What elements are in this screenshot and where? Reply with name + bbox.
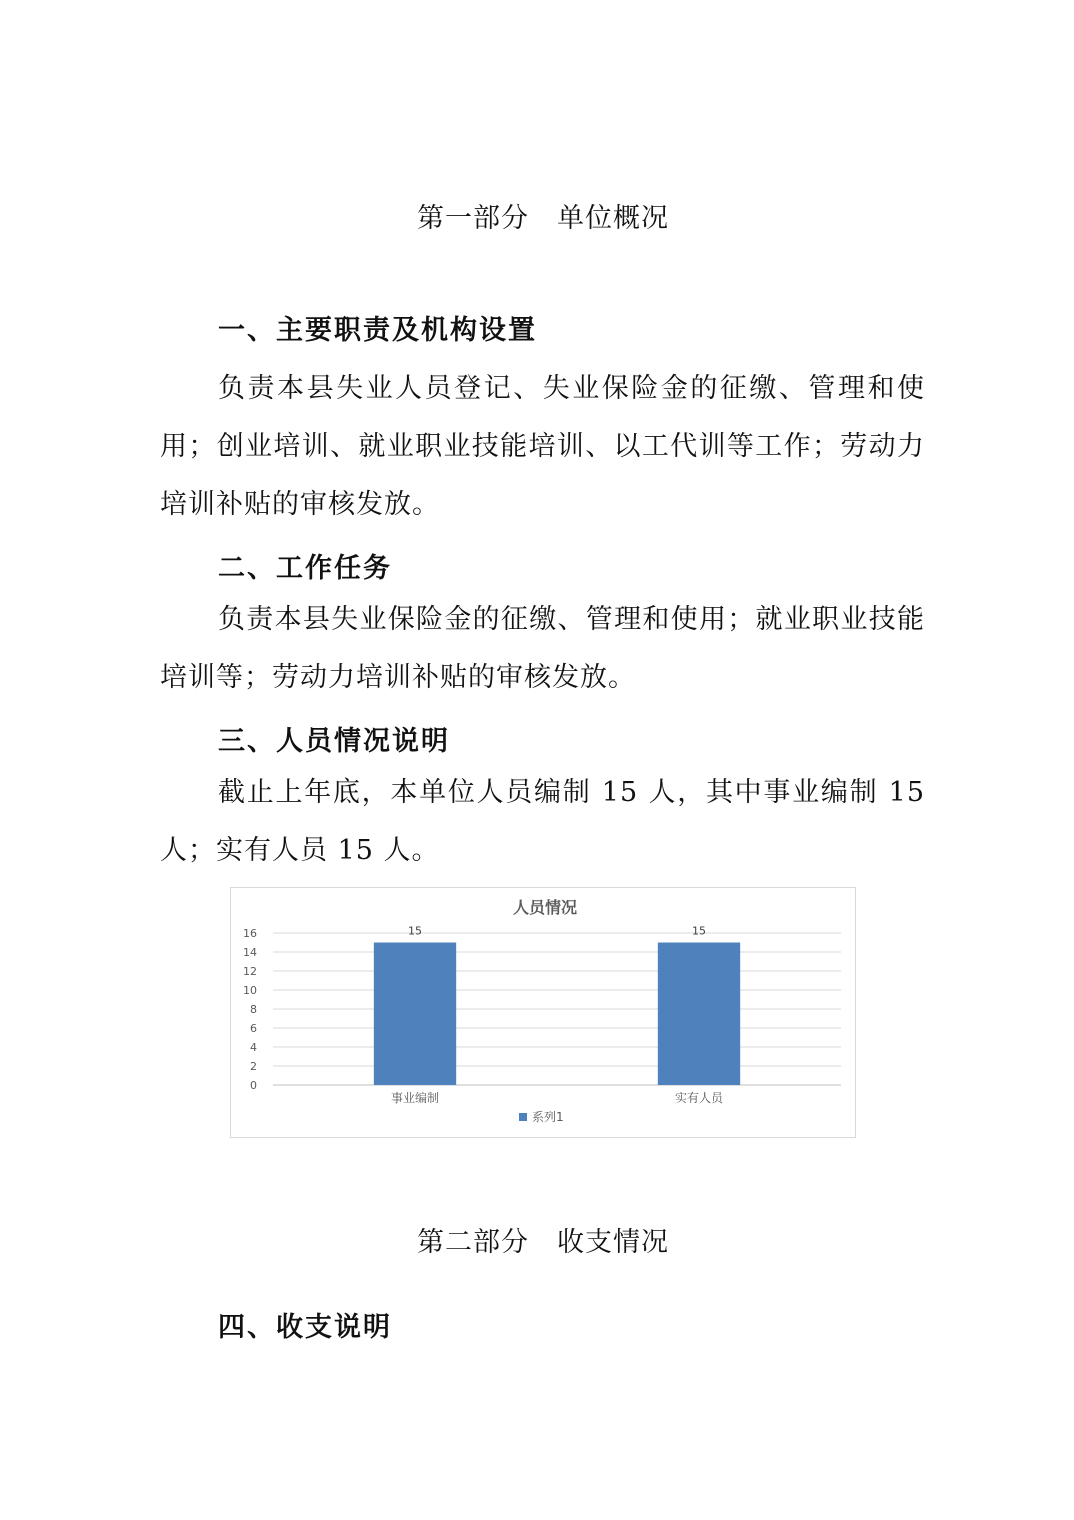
y-tick-label: 0 xyxy=(250,1079,257,1092)
y-tick-label: 10 xyxy=(243,984,257,997)
section2-body: 负责本县失业保险金的征缴、管理和使用；就业职业技能培训等；劳动力培训补贴的审核发放。 xyxy=(160,604,925,693)
chart-bars xyxy=(374,943,740,1086)
personnel-chart-svg xyxy=(231,888,855,1137)
section2-heading: 二、工作任务 xyxy=(218,553,392,584)
y-tick-label: 12 xyxy=(243,965,257,978)
y-tick-label: 4 xyxy=(250,1041,257,1054)
bar-data-label: 15 xyxy=(692,924,706,938)
bar xyxy=(374,943,456,1086)
x-tick-label: 事业编制 xyxy=(390,1091,440,1105)
part2-title: 第二部分 收支情况 xyxy=(417,1227,669,1258)
section3-heading: 三、人员情况说明 xyxy=(218,726,450,757)
chart-legend xyxy=(519,1109,564,1124)
chart-data-labels xyxy=(408,925,706,938)
y-tick-label: 8 xyxy=(250,1003,257,1016)
y-tick-label: 14 xyxy=(243,946,257,959)
section1-heading: 一、主要职责及机构设置 xyxy=(218,315,537,346)
x-tick-label: 实有人员 xyxy=(674,1091,724,1105)
bar-data-label: 15 xyxy=(408,924,422,938)
y-tick-label: 6 xyxy=(250,1022,257,1035)
chart-gridlines xyxy=(273,933,841,1085)
section4-heading: 四、收支说明 xyxy=(218,1312,392,1343)
chart-x-ticks xyxy=(391,1090,724,1105)
y-tick-label: 2 xyxy=(250,1060,257,1073)
personnel-chart xyxy=(230,887,856,1138)
legend-label: 系列1 xyxy=(532,1110,564,1124)
section3-body: 截止上年底，本单位人员编制 15 人，其中事业编制 15 人；实有人员 15 人。 xyxy=(160,777,925,866)
chart-title: 人员情况 xyxy=(512,898,578,917)
chart-y-ticks xyxy=(243,927,257,1092)
part1-title: 第一部分 单位概况 xyxy=(417,203,669,234)
section1-body: 负责本县失业人员登记、失业保险金的征缴、管理和使用；创业培训、就业职业技能培训、以工代训等工作；劳动力培训补贴的审核发放。 xyxy=(160,373,925,520)
y-tick-label: 16 xyxy=(243,927,257,940)
legend-swatch xyxy=(519,1113,527,1121)
bar xyxy=(658,943,740,1086)
